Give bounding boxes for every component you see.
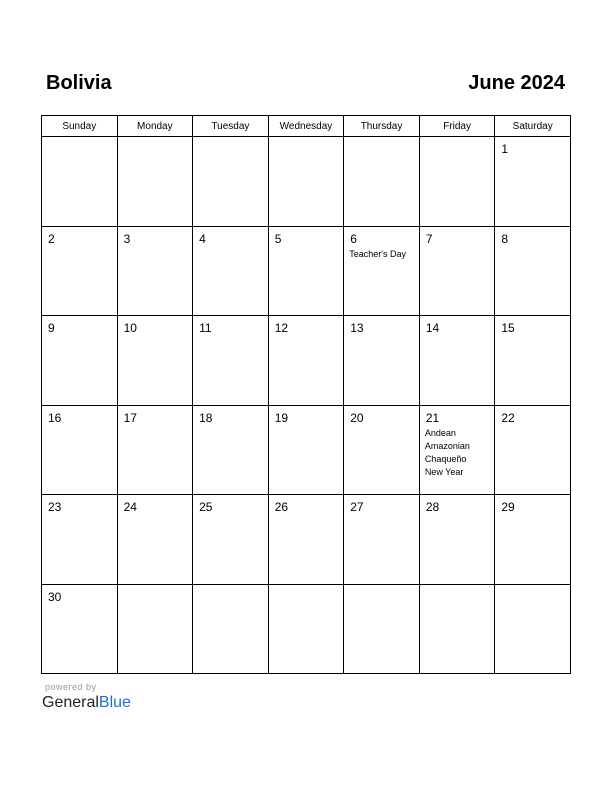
week-row [42, 405, 571, 495]
day-cell [117, 495, 193, 585]
day-cell [419, 137, 495, 227]
day-cell [42, 137, 118, 227]
day-cell [268, 405, 344, 495]
day-cell [344, 137, 420, 227]
week-row [42, 137, 571, 227]
day-cell [344, 316, 420, 406]
day-number: 29 [501, 500, 515, 514]
day-number: 25 [199, 500, 213, 514]
day-cell [117, 316, 193, 406]
brand-general-text: General [42, 694, 99, 711]
day-number: 21 [425, 410, 440, 425]
day-cell [495, 405, 571, 495]
weekday-thursday: Thursday [344, 116, 420, 137]
day-cell [193, 137, 269, 227]
day-number: 24 [123, 500, 137, 514]
day-cell [268, 137, 344, 227]
day-number: 8 [501, 231, 509, 246]
week-row [42, 584, 571, 674]
holiday-label: Teacher's Day [349, 248, 406, 259]
week-row [42, 316, 571, 406]
weekday-sunday: Sunday [42, 116, 118, 137]
day-number: 6 [350, 231, 357, 246]
weekday-header-row [42, 116, 571, 137]
day-cell [419, 584, 495, 674]
day-cell [495, 584, 571, 674]
week-row [42, 495, 571, 585]
holiday-label: Andean Amazonian Chaqueño New Year [424, 427, 470, 477]
day-number: 27 [350, 500, 364, 514]
day-cell [117, 226, 193, 316]
weekday-saturday: Saturday [495, 116, 571, 137]
day-cell [117, 584, 193, 674]
day-cell [42, 495, 118, 585]
day-cell [193, 495, 269, 585]
day-number: 28 [425, 500, 440, 514]
weekday-friday: Friday [419, 116, 495, 137]
day-cell [495, 226, 571, 316]
week-row [42, 226, 571, 316]
day-cell [495, 495, 571, 585]
day-number: 10 [123, 321, 137, 335]
day-cell [193, 584, 269, 674]
powered-by-label: powered by [45, 682, 97, 692]
day-cell [117, 405, 193, 495]
day-number: 16 [48, 410, 62, 425]
day-number: 26 [274, 500, 289, 514]
day-number: 17 [123, 410, 137, 425]
day-cell [42, 226, 118, 316]
day-cell [193, 316, 269, 406]
day-cell [42, 316, 118, 406]
day-number: 3 [123, 231, 131, 246]
day-cell [344, 584, 420, 674]
day-number: 19 [274, 410, 289, 425]
day-number: 23 [48, 500, 62, 514]
day-cell [193, 226, 269, 316]
day-cell [117, 137, 193, 227]
month-title: June 2024 [468, 72, 565, 94]
day-cell [42, 584, 118, 674]
calendar-grid [41, 115, 571, 674]
day-cell [268, 584, 344, 674]
day-number: 15 [501, 321, 515, 335]
brand-blue-text: Blue [98, 694, 131, 711]
day-number: 9 [48, 321, 55, 335]
day-cell [268, 495, 344, 585]
day-number: 14 [425, 321, 440, 335]
day-number: 22 [501, 410, 515, 425]
weekday-wednesday: Wednesday [268, 116, 344, 137]
day-number: 2 [48, 231, 55, 246]
day-number: 13 [350, 321, 364, 335]
day-number: 7 [425, 231, 433, 246]
day-number: 30 [48, 589, 62, 604]
day-cell [419, 226, 495, 316]
day-cell [419, 495, 495, 585]
day-cell [495, 137, 571, 227]
day-cell [419, 405, 495, 495]
day-number: 1 [501, 142, 509, 156]
day-number: 20 [350, 410, 364, 425]
day-number: 4 [199, 231, 206, 246]
weekday-tuesday: Tuesday [193, 116, 269, 137]
day-cell [495, 316, 571, 406]
generalblue-logo[interactable] [42, 694, 131, 712]
day-cell [419, 316, 495, 406]
day-cell [268, 226, 344, 316]
day-cell [193, 405, 269, 495]
day-cell [344, 405, 420, 495]
weekday-monday: Monday [117, 116, 193, 137]
country-title: Bolivia [46, 72, 112, 94]
day-number: 5 [274, 231, 282, 246]
day-cell [42, 405, 118, 495]
day-cell [344, 495, 420, 585]
day-number: 12 [274, 321, 289, 335]
day-cell [268, 316, 344, 406]
day-number: 11 [199, 321, 212, 335]
day-cell [344, 226, 420, 316]
day-number: 18 [199, 410, 213, 425]
